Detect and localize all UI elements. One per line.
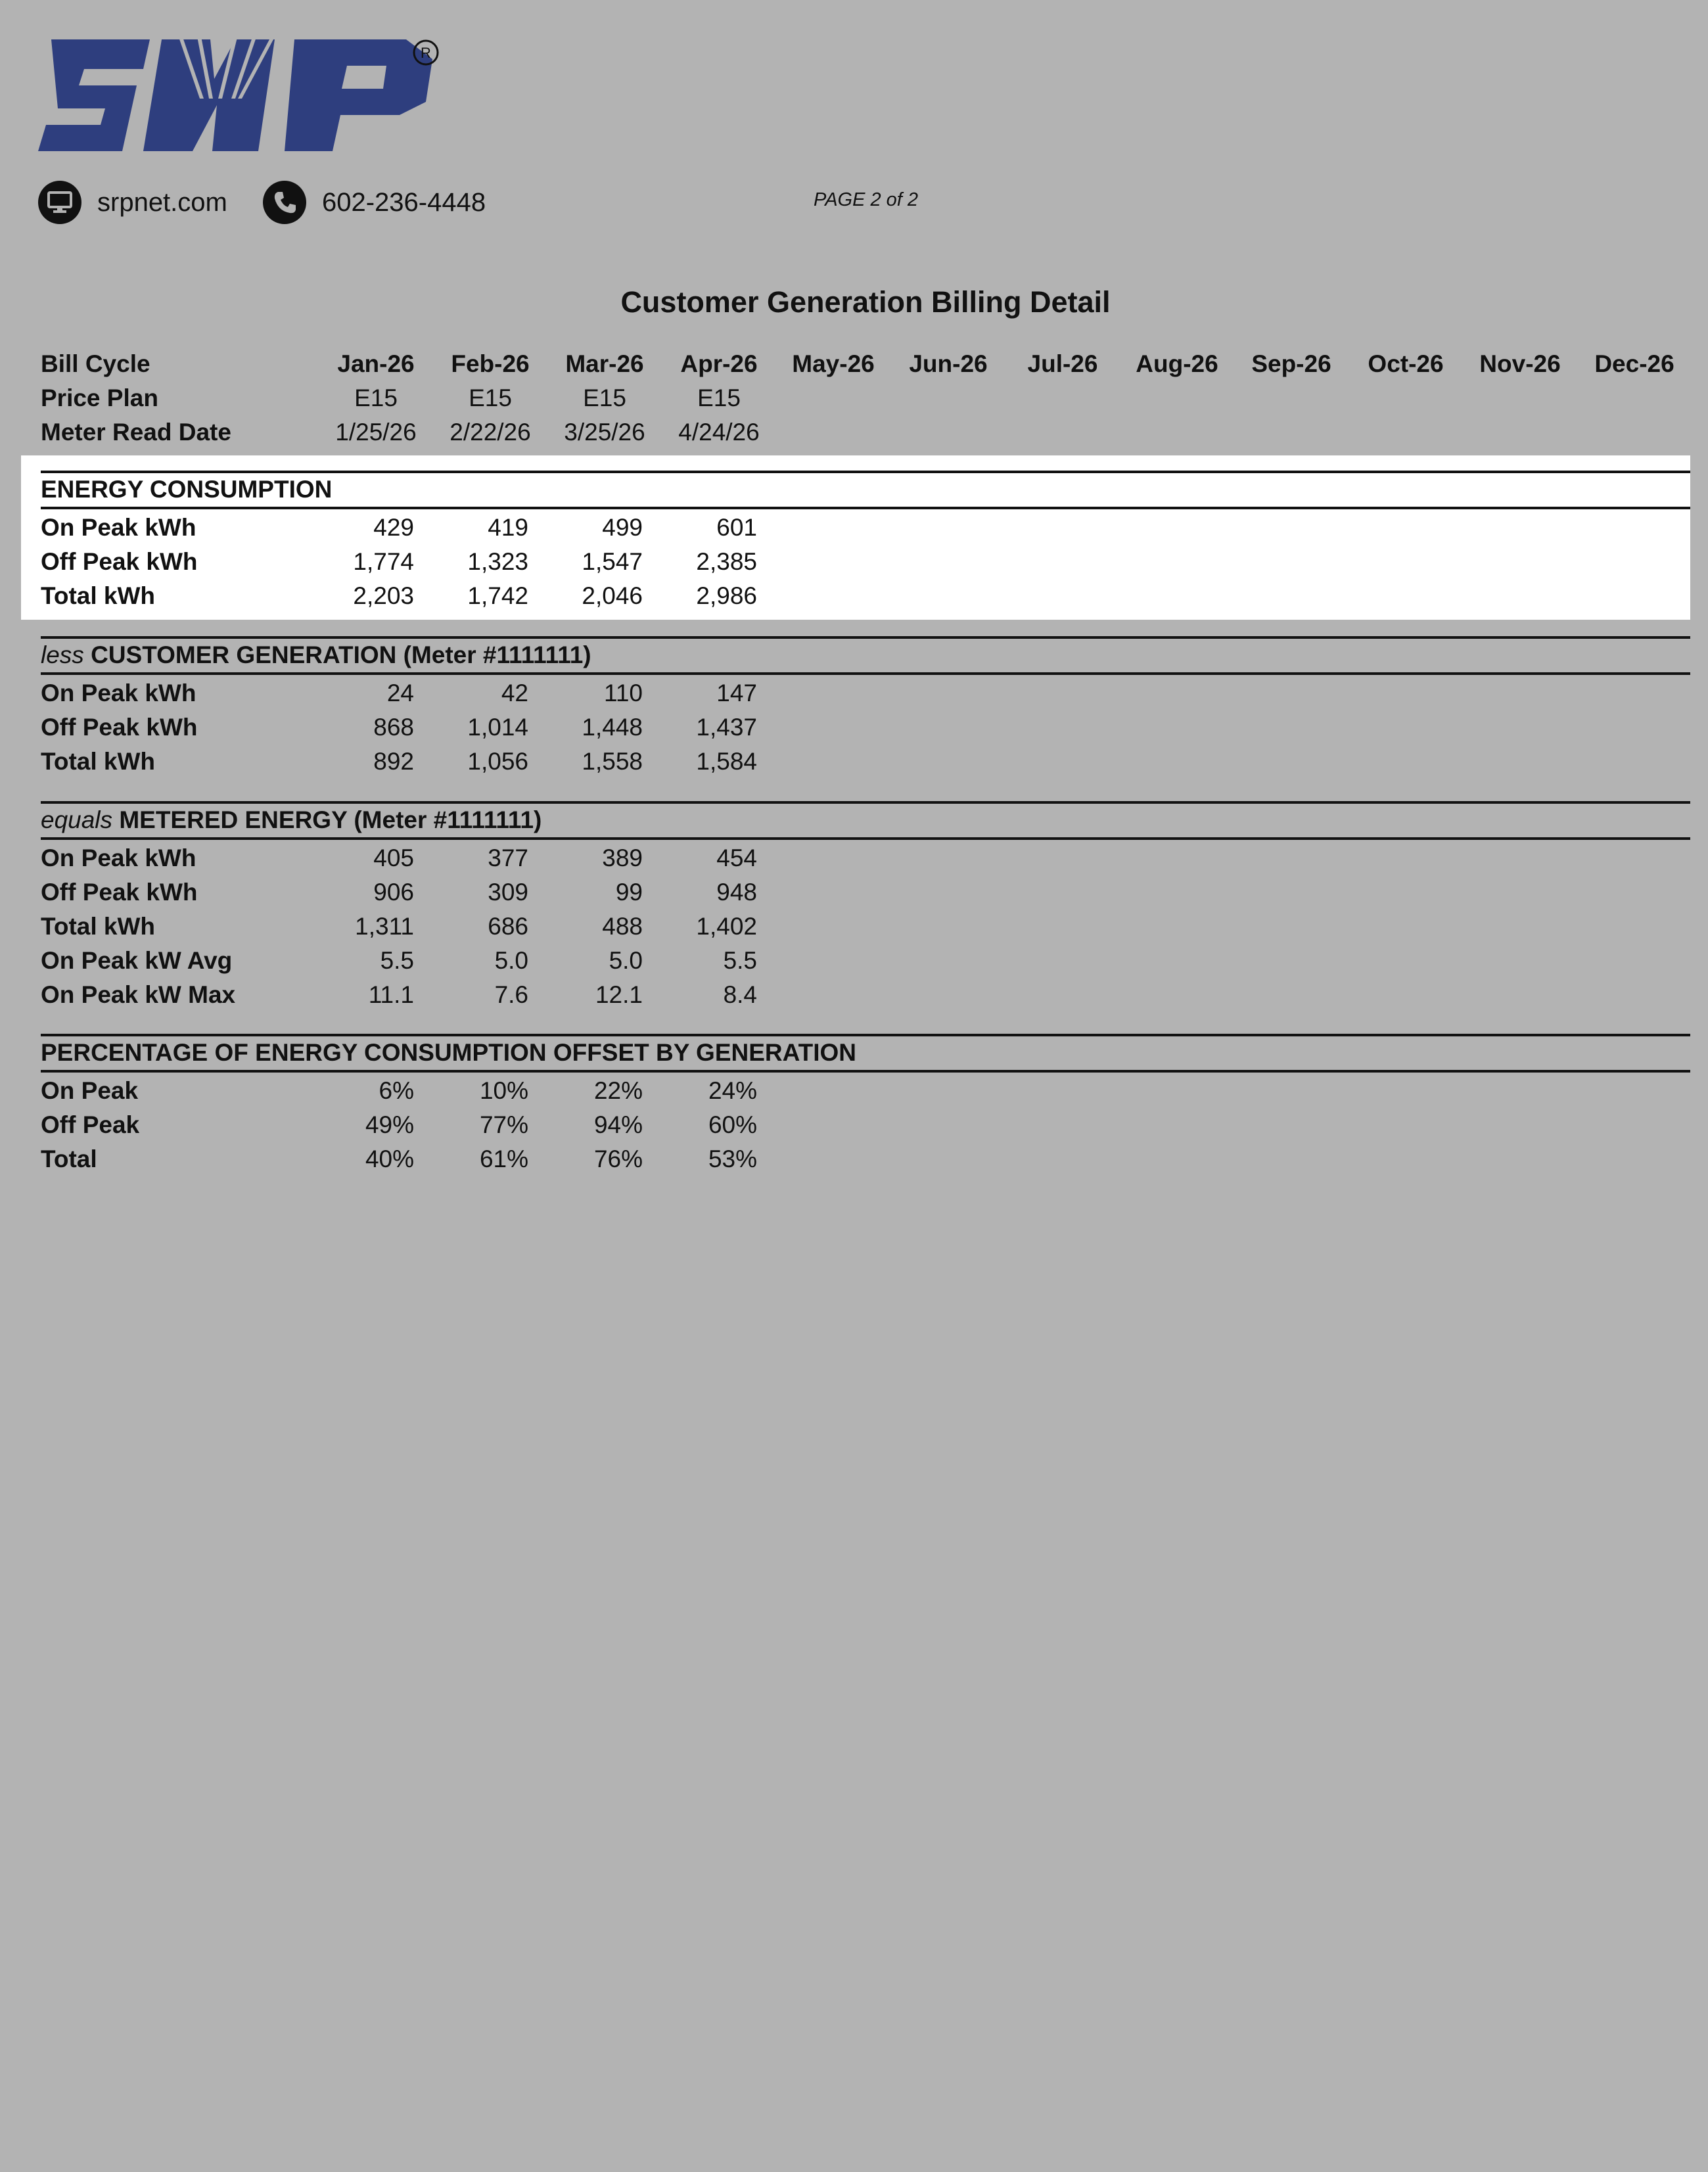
month-header: Jan-26 (337, 350, 415, 377)
section-prefix: equals (41, 806, 113, 833)
row-value: 60% (708, 1111, 757, 1138)
row-value: 2,203 (353, 582, 414, 609)
section-heading (41, 638, 591, 672)
price-plan-row (41, 381, 1690, 415)
row-value: 49% (365, 1111, 414, 1138)
row-value: 1,558 (582, 748, 643, 775)
row-value: 389 (602, 844, 643, 871)
row-value: 1,547 (582, 548, 643, 575)
svg-text:R: R (421, 45, 431, 61)
row-value: 53% (708, 1145, 757, 1172)
section-title: CUSTOMER GENERATION (Meter #1111111) (91, 641, 591, 668)
section-prefix: less (41, 641, 84, 668)
meter-read-value: 3/25/26 (564, 419, 645, 446)
row-value: 429 (373, 514, 414, 541)
row-value: 99 (615, 879, 643, 906)
data-row (41, 1108, 1690, 1142)
row-value: 686 (488, 913, 528, 940)
data-row (41, 944, 1690, 978)
price-plan-value: E15 (354, 384, 398, 411)
data-row (41, 676, 1690, 710)
month-header: Jul-26 (1027, 350, 1098, 377)
data-row (41, 545, 1690, 579)
price-plan-value: E15 (583, 384, 626, 411)
month-header: Jun-26 (909, 350, 988, 377)
section-title: PERCENTAGE OF ENERGY CONSUMPTION OFFSET BY GENERATION (41, 1039, 856, 1066)
row-label: Off Peak kWh (41, 548, 198, 575)
row-value: 6% (379, 1077, 414, 1104)
row-label: On Peak kW Max (41, 981, 236, 1008)
row-value: 377 (488, 844, 528, 871)
phone-contact (263, 176, 486, 229)
document-title: Customer Generation Billing Detail (620, 285, 1111, 319)
bill-cycle-row (41, 347, 1690, 381)
month-header: Feb-26 (451, 350, 530, 377)
section-heading (41, 473, 332, 507)
month-header: Dec-26 (1594, 350, 1674, 377)
row-label: Total kWh (41, 913, 156, 940)
row-value: 1,774 (353, 548, 414, 575)
row-label: Total kWh (41, 582, 156, 609)
row-value: 1,056 (467, 748, 528, 775)
row-label: Off Peak kWh (41, 879, 198, 906)
section-heading (41, 803, 542, 837)
row-value: 948 (716, 879, 757, 906)
phone-text: 602-236-4448 (322, 187, 486, 217)
row-value: 2,046 (582, 582, 643, 609)
data-row (41, 1142, 1690, 1176)
month-header: Mar-26 (565, 350, 644, 377)
row-value: 110 (604, 680, 643, 706)
month-header: Sep-26 (1251, 350, 1331, 377)
row-value: 1,402 (696, 913, 757, 940)
price-plan-label: Price Plan (41, 384, 158, 411)
row-value: 1,584 (696, 748, 757, 775)
row-value: 12.1 (595, 981, 643, 1008)
row-label: Total (41, 1145, 97, 1172)
row-value: 419 (488, 514, 528, 541)
data-row (41, 579, 1690, 613)
row-value: 76% (593, 1145, 643, 1172)
row-label: Off Peak kWh (41, 714, 198, 741)
month-header: Nov-26 (1479, 350, 1561, 377)
row-value: 61% (479, 1145, 528, 1172)
row-value: 906 (373, 879, 414, 906)
row-value: 1,014 (467, 714, 528, 741)
section-rule-bottom (41, 507, 1690, 509)
row-label: On Peak kW Avg (41, 947, 233, 974)
row-value: 10% (479, 1077, 528, 1104)
row-value: 7.6 (494, 981, 528, 1008)
row-value: 2,986 (696, 582, 757, 609)
data-row (41, 875, 1690, 910)
meter-read-row (41, 415, 1690, 450)
row-value: 1,437 (696, 714, 757, 741)
data-row (41, 511, 1690, 545)
page-number: PAGE 2 of 2 (814, 189, 919, 210)
row-value: 5.5 (380, 947, 414, 974)
srp-logo (38, 33, 446, 158)
meter-read-value: 1/25/26 (335, 419, 417, 446)
section-title: METERED ENERGY (Meter #1111111) (119, 806, 542, 833)
meter-read-value: 2/22/26 (450, 419, 531, 446)
website-text: srpnet.com (97, 187, 227, 217)
monitor-icon (38, 181, 81, 224)
row-label: On Peak kWh (41, 844, 196, 871)
month-header: May-26 (792, 350, 875, 377)
row-value: 22% (593, 1077, 643, 1104)
row-value: 405 (373, 844, 414, 871)
row-value: 499 (602, 514, 643, 541)
data-row (41, 745, 1690, 779)
row-value: 5.5 (723, 947, 757, 974)
data-row (41, 1074, 1690, 1108)
row-value: 454 (716, 844, 757, 871)
row-label: On Peak kWh (41, 680, 196, 706)
row-value: 892 (373, 748, 414, 775)
row-label: On Peak (41, 1077, 139, 1104)
row-value: 1,448 (582, 714, 643, 741)
row-value: 1,323 (467, 548, 528, 575)
row-value: 488 (602, 913, 643, 940)
row-value: 1,311 (355, 913, 414, 940)
row-value: 147 (716, 680, 757, 706)
row-value: 24 (386, 680, 414, 706)
month-header: Aug-26 (1136, 350, 1218, 377)
price-plan-value: E15 (469, 384, 512, 411)
section-rule-bottom (41, 1070, 1690, 1073)
row-value: 5.0 (609, 947, 643, 974)
row-value: 868 (373, 714, 414, 741)
data-row (41, 910, 1690, 944)
row-value: 2,385 (696, 548, 757, 575)
row-value: 11.1 (368, 981, 414, 1008)
row-label: Off Peak (41, 1111, 140, 1138)
section-rule-bottom (41, 837, 1690, 840)
row-value: 8.4 (723, 981, 757, 1008)
row-value: 601 (716, 514, 757, 541)
meter-read-value: 4/24/26 (678, 419, 760, 446)
meter-read-label: Meter Read Date (41, 419, 231, 446)
row-value: 40% (365, 1145, 414, 1172)
row-value: 42 (501, 680, 528, 706)
row-label: Total kWh (41, 748, 156, 775)
row-label: On Peak kWh (41, 514, 196, 541)
section-heading (41, 1036, 856, 1070)
phone-icon (263, 181, 306, 224)
row-value: 24% (708, 1077, 757, 1104)
price-plan-value: E15 (697, 384, 741, 411)
row-value: 77% (479, 1111, 528, 1138)
section-rule-bottom (41, 672, 1690, 675)
data-row (41, 841, 1690, 875)
row-value: 1,742 (467, 582, 528, 609)
section-title: ENERGY CONSUMPTION (41, 476, 333, 503)
website-contact (38, 176, 227, 229)
row-value: 5.0 (494, 947, 528, 974)
data-row (41, 978, 1690, 1012)
row-value: 309 (488, 879, 528, 906)
bill-cycle-label: Bill Cycle (41, 350, 150, 377)
row-value: 94% (593, 1111, 643, 1138)
month-header: Apr-26 (680, 350, 758, 377)
data-row (41, 710, 1690, 745)
month-header: Oct-26 (1368, 350, 1444, 377)
